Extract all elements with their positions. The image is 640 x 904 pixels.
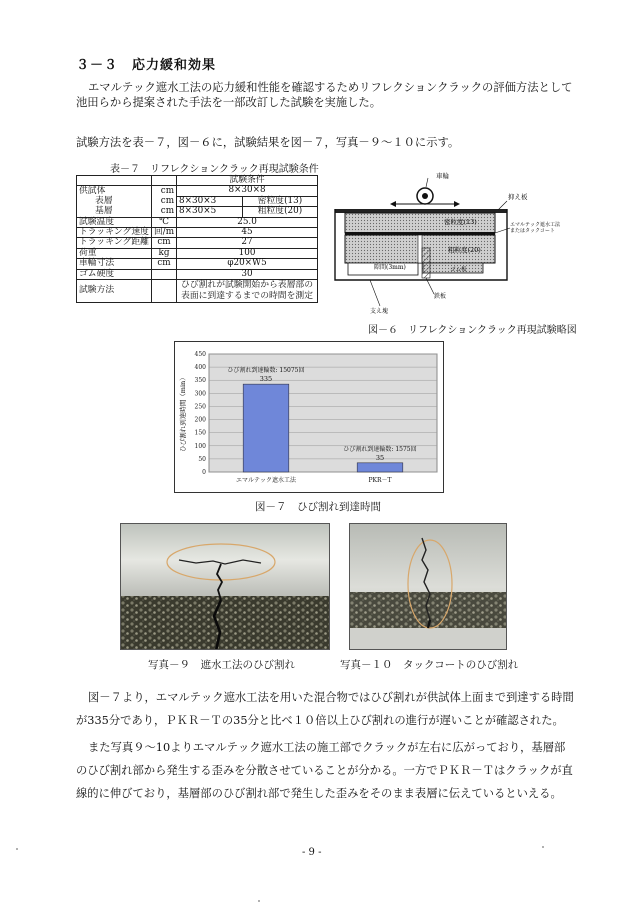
svg-text:粗粒度(20): 粗粒度(20)	[448, 246, 481, 254]
y-tick-label: 200	[194, 416, 206, 424]
chart-svg	[175, 342, 443, 492]
bar	[243, 384, 289, 472]
table-caption: 表－７ リフレクションクラック再現試験条件	[110, 164, 319, 175]
bar-annotation: ひび割れ到達輪数: 15075回	[227, 367, 305, 375]
svg-text:隙間(3mm): 隙間(3mm)	[374, 264, 406, 271]
table-row: 試験方法 ひび割れが試験開始から表層部の 表面に到達するまでの時間を測定	[77, 280, 318, 303]
y-tick-label: 100	[194, 442, 206, 450]
table-row: 表層 cm 8×30×3 密粒度(13)	[77, 196, 318, 206]
category-label: PKR－T	[368, 477, 392, 484]
scan-speck	[16, 848, 18, 850]
result-paragraph: 図－７より，エマルテック遮水工法を用いた混合物ではひび割れが供試体上面まで到達する時間が335分であり，ＰＫＲ－Ｔの35分と比べ１０倍以上ひび割れの進行が遅いことが確認された。	[76, 691, 574, 727]
wheel-label: 車輪	[436, 172, 449, 180]
table-row: 荷重 kg 100	[77, 248, 318, 258]
page-number: - 9 -	[302, 847, 322, 858]
crack-photo-tackcoat	[349, 523, 507, 650]
svg-text:密粒度(13): 密粒度(13)	[444, 218, 477, 226]
y-axis-label: ひび割れ到達時間（min）	[179, 374, 187, 452]
svg-text:エマルテック遮水工法: エマルテック遮水工法	[510, 222, 561, 228]
category-label: エマルテック遮水工法	[235, 477, 297, 484]
svg-text:ゴム板: ゴム板	[450, 267, 467, 273]
scan-speck	[258, 900, 260, 902]
crack-time-chart	[174, 341, 444, 493]
wheel-icon	[390, 188, 460, 207]
bar-data-label: 335	[259, 375, 273, 384]
y-tick-label: 400	[194, 364, 206, 372]
table-row: 試験温度 ℃ 25.0	[77, 217, 318, 227]
scan-speck	[542, 846, 544, 848]
bar-annotation: ひび割れ到達輪数: 1575回	[343, 445, 417, 453]
intro-paragraph: エマルテック遮水工法の応力緩和性能を確認するためリフレクションクラックの評価方法として池田らから提案された手法を一部改訂した試験を実施した。	[76, 81, 573, 109]
bar	[357, 463, 403, 472]
svg-text:抑え板: 抑え板	[508, 193, 528, 201]
press-plate	[335, 209, 507, 213]
table-row: 車輪寸法 cm φ20×W5	[77, 259, 318, 269]
figure7-caption: 図－７ ひび割れ到達時間	[255, 501, 381, 513]
y-tick-label: 350	[194, 377, 206, 385]
y-tick-label: 0	[202, 469, 206, 476]
figure6-caption: 図－６ リフレクションクラック再現試験略図	[368, 325, 577, 336]
y-tick-label: 250	[194, 403, 206, 411]
table-row: 基層 cm 8×30×5 粗粒度(20)	[77, 207, 318, 217]
table-row: ゴム硬度 30	[77, 269, 318, 279]
table-header: 試験条件	[177, 176, 318, 186]
chart-categories	[236, 476, 392, 484]
bar-data-label: 35	[375, 453, 385, 462]
y-tick-label: 150	[194, 429, 206, 437]
svg-text:支え塊: 支え塊	[370, 308, 389, 315]
y-tick-label: 450	[194, 351, 206, 358]
y-tick-label: 50	[198, 455, 206, 463]
steel-plate	[422, 248, 430, 278]
method-paragraph: 試験方法を表－７，図－６に，試験結果を図－７，写真－９～１０に示す。	[76, 136, 460, 149]
gap-slot	[418, 235, 422, 263]
svg-text:鉄板: 鉄板	[434, 293, 447, 300]
table-row: トラッキング速度 回/m 45	[77, 228, 318, 238]
table-header-row	[77, 176, 318, 186]
y-tick-label: 300	[194, 390, 206, 398]
discussion-paragraph: また写真９～10よりエマルテック遮水工法の施工部でクラックが左右に広がっており，基層部のひび割れ部から発生する歪みを分散させていることが分かる。一方でＰＫＲ－Ｔはクラックが直線的に伸びており，基層部のひび割れ部で発生した歪みをそのまま表層に伝えているといえる。	[76, 741, 573, 800]
section-heading: ３－３ 応力緩和効果	[76, 58, 217, 73]
photo10-caption: 写真－１０ タックコートのひび割れ	[340, 659, 519, 671]
test-schematic-diagram	[330, 168, 592, 318]
table-row: 供試体 cm 8×30×8	[77, 186, 318, 196]
crack-photo-emulsion	[120, 523, 330, 650]
chart-y-ticks	[195, 351, 207, 476]
svg-text:またはタックコート: またはタックコート	[510, 228, 555, 234]
table-row: トラッキング距離 cm 27	[77, 238, 318, 248]
test-conditions-table	[76, 175, 318, 303]
photo9-caption: 写真－９ 遮水工法のひび割れ	[148, 659, 295, 671]
